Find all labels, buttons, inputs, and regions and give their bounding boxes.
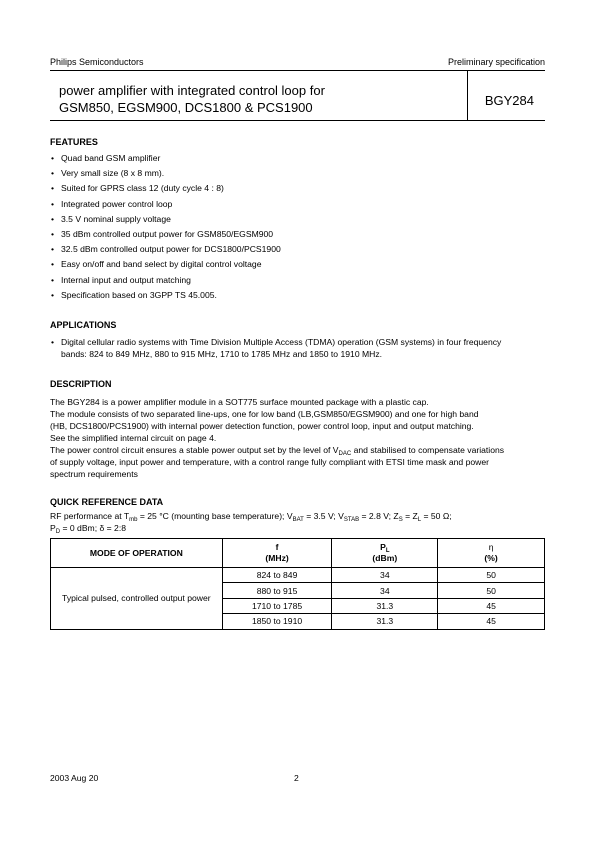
description-line: The power control circuit ensures a stable power output set by the level of $V_{DAC}$ and stabilised to compensate variations xyxy=(50,445,505,457)
bullet-icon: • xyxy=(51,183,55,194)
list-item: • Easy on/off and band select by digital control voltage xyxy=(50,257,545,272)
title-block xyxy=(50,71,545,120)
part-number: BGY284 xyxy=(484,93,534,108)
document-title xyxy=(59,82,419,116)
column-header-mode: MODE OF OPERATION xyxy=(51,539,223,568)
list-item: • 3.5 V nominal supply voltage xyxy=(50,212,545,227)
efficiency-cell: 45 xyxy=(438,614,545,629)
power-cell: 31.3 xyxy=(332,614,438,629)
title-line-2: GSM850, EGSM900, DCS1800 & PCS1900 xyxy=(59,100,313,115)
title-separator xyxy=(467,71,468,120)
list-item: • Internal input and output matching xyxy=(50,273,545,288)
bullet-icon: • xyxy=(51,289,55,300)
list-item: • Very small size (8 x 8 mm). xyxy=(50,166,545,181)
bullet-icon: • xyxy=(51,168,55,179)
description-text xyxy=(50,396,545,480)
power-cell: 34 xyxy=(332,568,438,583)
description-line: spectrum requirements xyxy=(50,469,138,479)
efficiency-cell: 50 xyxy=(438,568,545,583)
list-item: • Digital cellular radio systems with Time Division Multiple Access (TDMA) operation (GSM systems) in four frequency bands: 824 to 849 MHz, 880 to 915 MHz, 1710 to 1785 MHz and 1850 to 1910 MHz. xyxy=(51,337,502,359)
list-item: • 32.5 dBm controlled output power for DCS1800/PCS1900 xyxy=(50,242,545,257)
page-number: 2 xyxy=(294,773,299,783)
features-list xyxy=(50,151,545,303)
footer-date: 2003 Aug 20 xyxy=(50,773,99,783)
mode-cell: Typical pulsed, controlled output power xyxy=(51,568,223,630)
frequency-cell: 824 to 849 xyxy=(222,568,332,583)
description-line: See the simplified internal circuit on page 4. xyxy=(50,433,217,443)
company-name: Philips Semiconductors xyxy=(50,57,144,67)
quick-reference-table xyxy=(50,538,545,630)
description-line: (HB, DCS1800/PCS1900) with internal power detection function, power control loop, input and output matching. xyxy=(50,421,474,431)
list-item: • 35 dBm controlled output power for GSM850/EGSM900 xyxy=(50,227,545,242)
applications-heading: APPLICATIONS xyxy=(50,320,117,330)
frequency-cell: 880 to 915 xyxy=(222,583,332,598)
column-header-efficiency: η (%) xyxy=(438,539,545,568)
description-line: The module consists of two separated line-ups, one for low band (LB,GSM850/EGSM900) and one for high band xyxy=(50,409,479,419)
document-status: Preliminary specification xyxy=(447,57,545,67)
conditions-line-1: RF performance at $T_{mb} = 25$ °C (mounting base temperature); $V_{BAT} = 3.5$ V; $V_{STAB} = 2.8$ V; $Z_S = Z_L = 50$ Ω; xyxy=(50,511,452,523)
bullet-icon: • xyxy=(51,213,55,224)
power-cell: 34 xyxy=(332,583,438,598)
table-row xyxy=(51,568,545,583)
list-item: • Specification based on 3GPP TS 45.005. xyxy=(50,288,545,303)
bullet-icon: • xyxy=(51,259,55,270)
column-header-frequency: f (MHz) xyxy=(222,539,332,568)
features-heading: FEATURES xyxy=(50,137,98,147)
bullet-icon: • xyxy=(51,337,55,347)
frequency-cell: 1850 to 1910 xyxy=(222,614,332,629)
conditions-line-2: $P_D = 0$ dBm; δ = 2:8 xyxy=(50,523,127,535)
bullet-icon: • xyxy=(51,244,55,255)
description-heading: DESCRIPTION xyxy=(50,379,112,389)
applications-list xyxy=(50,337,545,360)
list-item: • Integrated power control loop xyxy=(50,197,545,212)
list-item: • Quad band GSM amplifier xyxy=(50,151,545,166)
efficiency-cell: 50 xyxy=(438,583,545,598)
list-item: • Suited for GPRS class 12 (duty cycle 4 : 8) xyxy=(50,181,545,196)
bullet-icon: • xyxy=(51,153,55,163)
bullet-icon: • xyxy=(51,229,55,240)
frequency-cell: 1710 to 1785 xyxy=(222,598,332,613)
title-line-1: power amplifier with integrated control loop for xyxy=(59,83,325,98)
column-header-output-power: $P_L$ (dBm) xyxy=(332,539,438,568)
quick-reference-conditions xyxy=(50,510,545,534)
bullet-icon: • xyxy=(51,274,55,285)
bullet-icon: • xyxy=(51,198,55,209)
title-rule xyxy=(50,120,545,121)
table-header-row xyxy=(51,539,545,568)
power-cell: 31.3 xyxy=(332,598,438,613)
quick-reference-heading: QUICK REFERENCE DATA xyxy=(50,497,164,507)
description-line: The BGY284 is a power amplifier module in a SOT775 surface mounted package with a plastic cap. xyxy=(50,397,429,407)
efficiency-cell: 45 xyxy=(438,598,545,613)
description-line: of supply voltage, input power and temperature, with a control range fully compliant with ETSI time mask and power xyxy=(50,457,489,467)
